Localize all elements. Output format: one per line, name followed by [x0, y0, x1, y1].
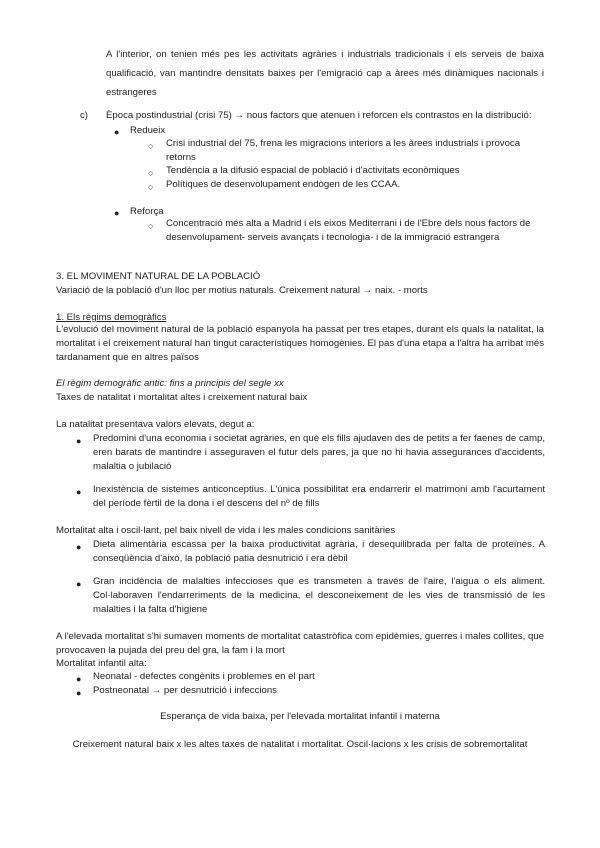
sub-item: Concentració més alta a Madrid i els eixos Mediterrani i de l'Ebre dels nous factors de desenvolupament- serveis avançats i tecnologia- i de la immigració estrangera [166, 218, 531, 243]
intro-paragraph: A l'interior, on tenien més pes les activitats agràries i industrials tradicionals i els serveis de baixa qualificació, van mantindre densitats baixes per l'emigració cap a àrees més dinàmiques nacionals i estrangeres [106, 49, 544, 98]
bullet-label-reforca: Reforça [130, 206, 164, 217]
subsection-paragraph: L'evolució del moviment natural de la població espanyola ha passat per tres etapes, durant els quals la natalitat, la mortalitat i el creixement natural han tingut característiques homogènies. El pas d'una etapa a l'altra ha arribat més tardanament que en altres països [56, 324, 544, 363]
list-item: Gran incidència de malalties infeccioses que es transmeten a través de l'aire, l'aigua o els aliment. Col·laboraven l'endarreriments de la medicina, el desconeixement de les vies de transmissió de les malalties i la falta d'higiene [93, 576, 545, 615]
section-c-heading: Època postindustrial (crisi 75) → nous factors que atenuen i reforcen els contrastos en la distribució: [106, 110, 532, 121]
mortalitat-intro: Mortalitat alta i oscil·lant, pel baix nivell de vida i les males condicions sanitàries [56, 525, 396, 536]
centered-line: Creixement natural baix x les altes taxes de natalitat i mortalitat. Oscil·lacions x les crisis de sobremortalitat [72, 739, 528, 750]
list-item: Postneonatal → per desnutrició i infeccions [93, 685, 277, 696]
natalitat-intro: La natalitat presentava valors elevats, degut a: [56, 419, 255, 430]
sub-item: Polítiques de desenvolupament endògen de les CCAA. [166, 179, 401, 190]
bullet-icon: ● [76, 688, 82, 698]
circle-bullet-icon: ○ [148, 221, 154, 231]
section-c-marker: c) [80, 110, 88, 121]
bullet-label-redueix: Redueix [130, 125, 166, 136]
circle-bullet-icon: ○ [148, 141, 154, 151]
regime-subtitle: Taxes de natalitat i mortalitat altes i creixement natural baix [56, 392, 308, 403]
centered-line: Esperança de vida baixa, per l'elevada mortalitat infantil i materna [160, 711, 440, 722]
circle-bullet-icon: ○ [148, 182, 154, 192]
sub-item: Tendència a la difusió espacial de població i d'activitats econòmiques [166, 165, 460, 176]
list-item: Predomini d'una economia i societat agràries, en què els fills ajudaven des de petits a fer faenes de camp, eren barats de mantindre i asseguraven el futur dels pares, ja que no hi havia assegurances d'accidents, malaltia o jubilació [93, 433, 545, 472]
bullet-icon: ● [76, 579, 82, 589]
section-title: 3. EL MOVIMENT NATURAL DE LA POBLACIÓ [56, 271, 261, 282]
regime-title: El règim demogràfic antic: fins a principis del segle xx [56, 378, 284, 389]
list-item: Dieta alimentària escassa per la baixa productivitat agrària, i desequilibrada per falta de proteïnes. A conseqüència d'això, la població patia desnutrició i era dèbil [93, 539, 545, 564]
bullet-icon: ● [76, 542, 82, 552]
catastrofica-paragraph: A l'elevada mortalitat s'hi sumaven moments de mortalitat catastròfica com epidèmies, guerres i males collites, que provocaven la pujada del preu del gra, la fam i la mort [56, 631, 544, 656]
bullet-icon: ● [76, 436, 82, 446]
sub-item: Crisi industrial del 75, frena les migracions interiors a les àrees industrials i provoca retorns [166, 138, 521, 163]
bullet-icon: ● [76, 487, 82, 497]
section-subtitle: Variació de la població d'un lloc per motius naturals. Creixement natural → naix. - morts [56, 285, 428, 296]
circle-bullet-icon: ○ [148, 168, 154, 178]
infantil-title: Mortalitat infantil alta: [56, 658, 147, 669]
subsection-title: 1. Els règims demogràfics [56, 312, 167, 323]
bullet-icon: ● [76, 674, 82, 684]
bullet-icon: ● [114, 127, 120, 137]
list-item: Inexistència de sistemes anticonceptius. L'única possibilitat era endarrerir el matrimoni amb l'acurtament del període fèrtil de la dona i el descens del nº de fills [93, 484, 545, 509]
list-item: Neonatal - defectes congènits i problemes en el part [93, 671, 315, 682]
bullet-icon: ● [114, 208, 120, 218]
